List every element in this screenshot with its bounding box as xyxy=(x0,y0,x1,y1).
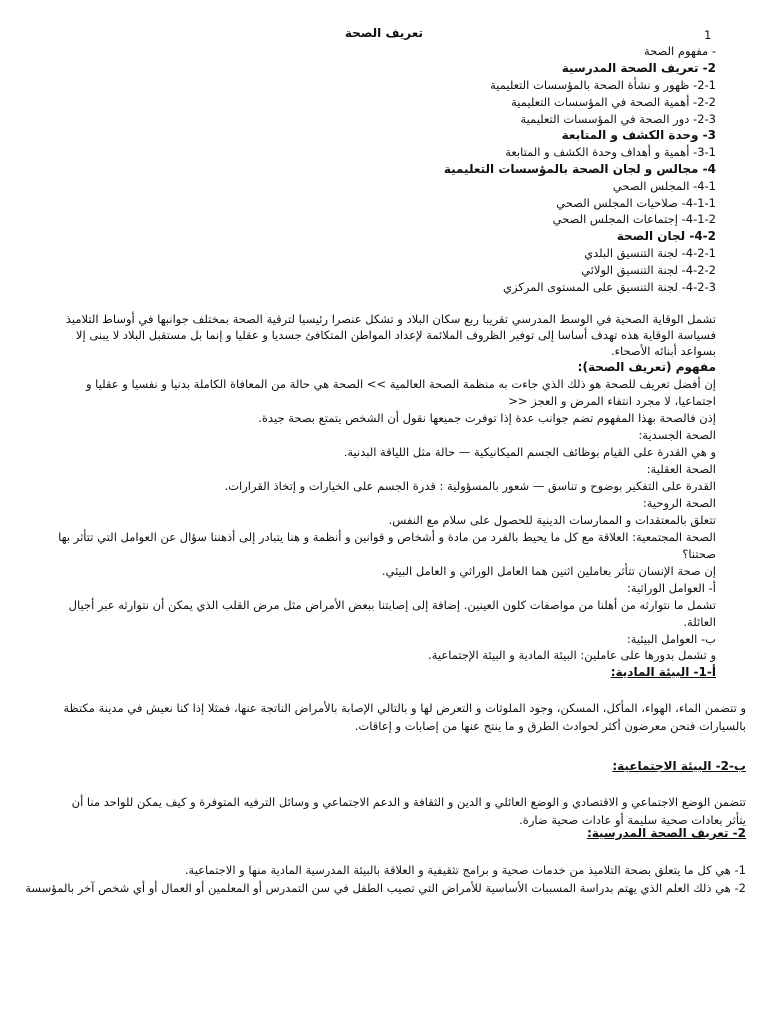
toc-item: 2-1- ظهور و نشأة الصحة بالمؤسسات التعليمية xyxy=(490,78,716,92)
toc-item: - مفهوم الصحة xyxy=(643,44,716,58)
body-line: اجتماعيا، لا مجرد انتفاء المرض و العجز << xyxy=(508,394,716,408)
toc-item: 2-2- أهمية الصحة في المؤسسات التعليمية xyxy=(511,95,716,109)
body-line: إذن فالصحة بهذا المفهوم تضم جوانب عدة إذا توفرت جميعها نقول أن الشخص يتمتع بصحة جيدة. xyxy=(258,411,716,425)
body-line: 2- هي ذلك العلم الذي يهتم بدراسة المسببات الأساسية للأمراض التي تصيب الطفل في سن التمدرس أو المعلمين أو العمال أو أي شخص آخر بالمؤسسة xyxy=(25,881,746,895)
toc-item: 4-1-2- إجتماعات المجلس الصحي xyxy=(552,212,716,226)
page-number: 1 xyxy=(704,28,712,42)
toc-item: 4-1- المجلس الصحي xyxy=(612,179,716,193)
body-line: الصحة الجسدية: xyxy=(638,428,716,442)
toc-item: 4-2-2- لجنة التنسيق الولائي xyxy=(581,263,716,277)
toc-item: 4-2-3- لجنة التنسيق على المستوى المركزي xyxy=(503,280,716,294)
toc-item: 4- مجالس و لجان الصحة بالمؤسسات التعليمية xyxy=(443,162,716,176)
body-line: تشمل ما نتوارثه من أهلنا من مواصفات كلون العينين. إضافة إلى إصابتنا ببعض الأمراض مثل مرض القلب الذي يمكن أن نتوارثه عبر أجيال xyxy=(68,598,716,612)
toc-item: 4-2-1- لجنة التنسيق البلدي xyxy=(584,246,716,260)
toc-item: 2-3- دور الصحة في المؤسسات التعليمية xyxy=(520,112,716,126)
body-line: 1- هي كل ما يتعلق بصحة التلاميذ من خدمات صحية و برامج تثقيفية و العلاقة بالبيئة المدرسية المادية منها و الاجتماعية. xyxy=(184,863,746,877)
body-line: تشمل الوقاية الصحية في الوسط المدرسي تقريبا ربع سكان البلاد و تشكل عنصرا رئيسيا لترقية الصحة بمختلف جوانبها في أوساط التلاميذ xyxy=(65,312,716,326)
body-line: إن أفضل تعريف للصحة هو ذلك الذي جاءت به منظمة الصحة العالمية >> الصحة هي حالة من المعافاة الكاملة بدنيا و نفسيا و عقليا و xyxy=(85,377,716,391)
body-line: بسواعد أبنائه الأصحاء. xyxy=(610,344,716,358)
body-line: يتأثر بعادات صحية سليمة أو عادات صحية ضارة. xyxy=(519,813,746,827)
section-heading: مفهوم (تعريف الصحة): xyxy=(577,360,716,374)
body-line: فسياسة الوقاية هذه تهدف أساسا إلى توفير الظروف الملائمة لإعداد المواطن المتكافئ جسديا و عقليا و إنما بل مستقبل البلاد لا يبنى إلا xyxy=(75,328,716,342)
body-line: الصحة الروحية: xyxy=(642,496,716,510)
body-line: ب- العوامل البيئية: xyxy=(626,632,716,646)
body-line: إن صحة الإنسان تتأثر بعاملين اثنين هما العامل الوراثي و العامل البيئي. xyxy=(381,564,716,578)
body-line: الصحة العقلية: xyxy=(646,462,716,476)
section-heading: أ-1- البيئة المادية: xyxy=(610,665,716,679)
toc-item: 2- تعريف الصحة المدرسية xyxy=(561,61,716,75)
document-title: تعريف الصحة xyxy=(344,26,423,40)
body-line: أ- العوامل الوراثية: xyxy=(626,581,716,595)
toc-item: 3-1- أهمية و أهداف وحدة الكشف و المتابعة xyxy=(505,145,716,159)
body-line: الصحة المجتمعية: العلاقة مع كل ما يحيط بالفرد من مادة و أشخاص و قوانين و أنظمة و هنا يتبادر إلى أذهننا سؤال عن العوامل التي تتأثر بها xyxy=(58,530,716,544)
body-line: بالسيارات فنحن معرضون أكثر لحوادث الطرق و ما ينتج عنها من إصابات و إعاقات. xyxy=(354,719,746,733)
toc-item: 4-1-1- صلاحيات المجلس الصحي xyxy=(556,196,716,210)
body-line: العائلة. xyxy=(683,615,716,629)
body-line: و تشمل بدورها على عاملين: البيئة المادية و البيئة الإجتماعية. xyxy=(428,648,716,662)
section-heading: 2- تعريف الصحة المدرسية: xyxy=(586,826,746,840)
body-line: و تتضمن الماء، الهواء، المأكل، المسكن، وجود الملوثات و التعرض لها و بالتالي الإصابة بالأمراض الناتجة عنها، فمثلا إذا كنا نعيش في مدينة مكتظة xyxy=(63,701,746,715)
body-line: و هي القدرة على القيام بوظائف الجسم الميكانيكية — حالة مثل اللياقة البدنية. xyxy=(343,445,716,459)
body-line: القدرة على التفكير بوضوح و تناسق — شعور بالمسؤولية : قدرة الجسم على الخيارات و إتخاذ القرارات. xyxy=(224,479,716,493)
body-line: صحتنا؟ xyxy=(682,547,716,561)
body-line: تتعلق بالمعتقدات و الممارسات الدينية للحصول على سلام مع النفس. xyxy=(388,513,716,527)
toc-item: 4-2- لجان الصحة xyxy=(616,229,716,243)
body-line: تتضمن الوضع الاجتماعي و الاقتصادي و الوضع العائلي و الدين و الثقافة و الدعم الاجتماعي و وسائل الترفيه المتوفرة و كيف يمكن للواحد منا أن xyxy=(71,795,746,809)
toc-item: 3- وحدة الكشف و المتابعة xyxy=(561,128,716,142)
section-heading: ب-2- البيئة الاجتماعية: xyxy=(612,759,746,773)
